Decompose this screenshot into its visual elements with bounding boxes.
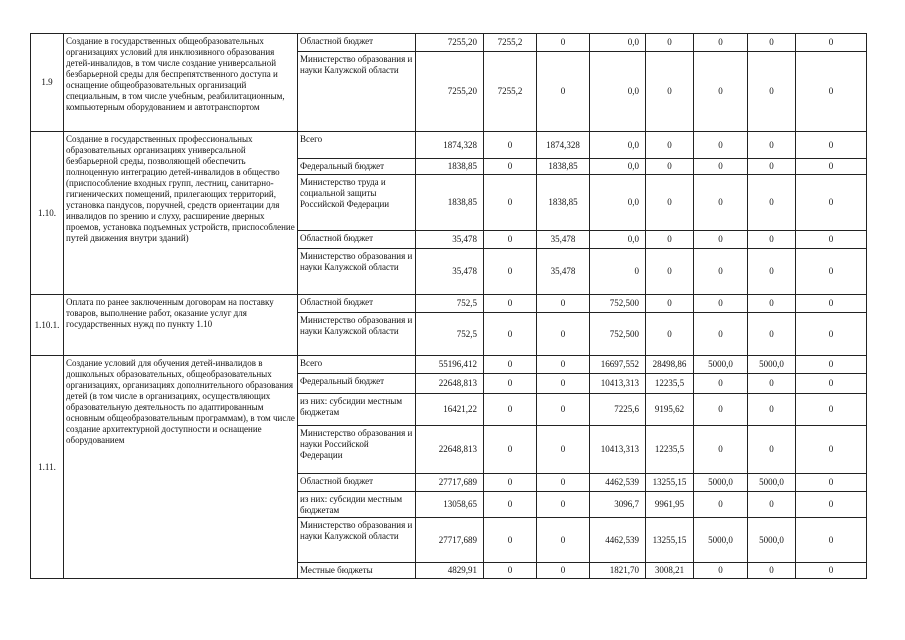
amount-cell: 752,500: [590, 295, 646, 313]
amount-cell: 0: [796, 132, 867, 159]
amount-cell: 0: [537, 492, 590, 518]
funding-source: Министерство образования и науки Калужской области: [298, 249, 416, 295]
amount-cell: 0: [748, 492, 796, 518]
amount-cell: 0: [537, 394, 590, 426]
amount-cell: 0: [646, 313, 694, 356]
amount-cell: 7255,2: [484, 34, 537, 52]
amount-cell: 0: [484, 394, 537, 426]
funding-source: Министерство образования и науки Калужской области: [298, 52, 416, 132]
amount-cell: 0: [537, 356, 590, 374]
amount-cell: 7255,20: [416, 52, 484, 132]
funding-source: Всего: [298, 132, 416, 159]
amount-cell: 0: [484, 563, 537, 579]
table-row: [31, 34, 867, 52]
amount-cell: 4462,539: [590, 518, 646, 563]
item-description: Создание условий для обучения детей-инвалидов в дошкольных образовательных, общеобразовательных организациях, организациях дополнительного образования детей (в том числе в организациях, осуществляющих образовательную деятельность по адаптированным основным общеобразовательным программам), в том числе создание архитектурной доступности и оснащение оборудованием: [64, 356, 298, 579]
amount-cell: 0: [796, 474, 867, 492]
amount-cell: 13255,15: [646, 518, 694, 563]
amount-cell: 0: [484, 159, 537, 175]
amount-cell: 0: [748, 374, 796, 394]
funding-source: Министерство образования и науки Российской Федерации: [298, 426, 416, 474]
item-number: 1.9: [31, 34, 64, 132]
amount-cell: 35,478: [537, 231, 590, 249]
funding-source: Областной бюджет: [298, 34, 416, 52]
amount-cell: 0: [537, 563, 590, 579]
amount-cell: 0: [748, 132, 796, 159]
amount-cell: 0: [646, 295, 694, 313]
amount-cell: 0: [590, 249, 646, 295]
amount-cell: 3008,21: [646, 563, 694, 579]
amount-cell: 1821,70: [590, 563, 646, 579]
amount-cell: 0: [484, 175, 537, 231]
amount-cell: 0: [484, 249, 537, 295]
amount-cell: 0: [748, 394, 796, 426]
amount-cell: 0: [796, 374, 867, 394]
amount-cell: 0: [796, 313, 867, 356]
amount-cell: 5000,0: [748, 518, 796, 563]
amount-cell: 0: [796, 34, 867, 52]
item-description: Оплата по ранее заключенным договорам на поставку товаров, выполнение работ, оказание услуг для государственных нужд по пункту 1.10: [64, 295, 298, 356]
amount-cell: 0: [537, 313, 590, 356]
amount-cell: 0: [646, 231, 694, 249]
amount-cell: 0: [748, 52, 796, 132]
amount-cell: 0: [748, 175, 796, 231]
amount-cell: 0: [748, 249, 796, 295]
amount-cell: 0: [694, 295, 748, 313]
amount-cell: 0: [646, 34, 694, 52]
amount-cell: 0: [694, 426, 748, 474]
amount-cell: 0: [748, 159, 796, 175]
table-row: [31, 295, 867, 313]
amount-cell: 0,0: [590, 132, 646, 159]
amount-cell: 0: [694, 374, 748, 394]
funding-source: Федеральный бюджет: [298, 374, 416, 394]
amount-cell: 0: [484, 313, 537, 356]
amount-cell: 0: [484, 492, 537, 518]
funding-source: Министерство образования и науки Калужской области: [298, 518, 416, 563]
amount-cell: 55196,412: [416, 356, 484, 374]
amount-cell: 5000,0: [748, 356, 796, 374]
amount-cell: 0: [796, 492, 867, 518]
amount-cell: 0: [694, 34, 748, 52]
amount-cell: 0: [646, 132, 694, 159]
amount-cell: 13255,15: [646, 474, 694, 492]
amount-cell: 1838,85: [537, 175, 590, 231]
amount-cell: 0: [537, 374, 590, 394]
amount-cell: 28498,86: [646, 356, 694, 374]
amount-cell: 1874,328: [416, 132, 484, 159]
amount-cell: 4829,91: [416, 563, 484, 579]
amount-cell: 35,478: [416, 231, 484, 249]
budget-table: [30, 33, 867, 579]
amount-cell: 3096,7: [590, 492, 646, 518]
amount-cell: 0: [537, 52, 590, 132]
amount-cell: 5000,0: [694, 356, 748, 374]
amount-cell: 9961,95: [646, 492, 694, 518]
amount-cell: 0: [796, 394, 867, 426]
amount-cell: 9195,62: [646, 394, 694, 426]
amount-cell: 0: [484, 518, 537, 563]
item-number: 1.10.: [31, 132, 64, 295]
item-number: 1.10.1.: [31, 295, 64, 356]
amount-cell: 0: [748, 295, 796, 313]
amount-cell: 22648,813: [416, 426, 484, 474]
amount-cell: 12235,5: [646, 426, 694, 474]
item-number: 1.11.: [31, 356, 64, 579]
amount-cell: 16697,552: [590, 356, 646, 374]
amount-cell: 10413,313: [590, 374, 646, 394]
amount-cell: 1838,85: [537, 159, 590, 175]
amount-cell: 0: [646, 175, 694, 231]
amount-cell: 752,5: [416, 313, 484, 356]
amount-cell: 0: [694, 52, 748, 132]
amount-cell: 0,0: [590, 34, 646, 52]
table-body: [31, 34, 867, 579]
amount-cell: 0: [646, 159, 694, 175]
amount-cell: 0,0: [590, 175, 646, 231]
funding-source: Всего: [298, 356, 416, 374]
amount-cell: 0: [796, 231, 867, 249]
amount-cell: 0: [537, 426, 590, 474]
amount-cell: 0: [694, 563, 748, 579]
table-row: [31, 132, 867, 159]
amount-cell: 0: [484, 231, 537, 249]
funding-source: из них: субсидии местным бюджетам: [298, 492, 416, 518]
amount-cell: 0: [796, 52, 867, 132]
amount-cell: 0,0: [590, 159, 646, 175]
amount-cell: 7255,2: [484, 52, 537, 132]
amount-cell: 27717,689: [416, 518, 484, 563]
amount-cell: 0: [646, 52, 694, 132]
amount-cell: 0: [694, 132, 748, 159]
amount-cell: 27717,689: [416, 474, 484, 492]
amount-cell: 0: [796, 563, 867, 579]
amount-cell: 1838,85: [416, 175, 484, 231]
funding-source: Министерство образования и науки Калужской области: [298, 313, 416, 356]
amount-cell: 0: [748, 563, 796, 579]
amount-cell: 0: [796, 518, 867, 563]
amount-cell: 0: [694, 159, 748, 175]
amount-cell: 0: [748, 426, 796, 474]
amount-cell: 0: [484, 132, 537, 159]
amount-cell: 0: [537, 34, 590, 52]
amount-cell: 16421,22: [416, 394, 484, 426]
amount-cell: 0: [484, 356, 537, 374]
table-row: [31, 356, 867, 374]
item-description: Создание в государственных общеобразовательных организациях условий для инклюзивного образования детей-инвалидов, в том числе создание универсальной безбарьерной среды для беспрепятственного доступа и оснащение общеобразовательных организаций специальным, в том числе учебным, реабилитационным, компьютерным оборудованием и автотранспортом: [64, 34, 298, 132]
amount-cell: 5000,0: [748, 474, 796, 492]
funding-source: Областной бюджет: [298, 231, 416, 249]
amount-cell: 0: [694, 231, 748, 249]
amount-cell: 0: [694, 249, 748, 295]
amount-cell: 0: [484, 474, 537, 492]
amount-cell: 12235,5: [646, 374, 694, 394]
funding-source: Областной бюджет: [298, 295, 416, 313]
amount-cell: 0,0: [590, 52, 646, 132]
amount-cell: 0: [484, 374, 537, 394]
amount-cell: 1838,85: [416, 159, 484, 175]
amount-cell: 0: [748, 313, 796, 356]
amount-cell: 0: [796, 175, 867, 231]
amount-cell: 0: [694, 394, 748, 426]
amount-cell: 4462,539: [590, 474, 646, 492]
funding-source: Министерство труда и социальной защиты Российской Федерации: [298, 175, 416, 231]
amount-cell: 0: [694, 492, 748, 518]
amount-cell: 752,500: [590, 313, 646, 356]
funding-source: Областной бюджет: [298, 474, 416, 492]
amount-cell: 0,0: [590, 231, 646, 249]
amount-cell: 1874,328: [537, 132, 590, 159]
amount-cell: 13058,65: [416, 492, 484, 518]
amount-cell: 752,5: [416, 295, 484, 313]
amount-cell: 0: [796, 249, 867, 295]
amount-cell: 22648,813: [416, 374, 484, 394]
amount-cell: 35,478: [416, 249, 484, 295]
amount-cell: 10413,313: [590, 426, 646, 474]
amount-cell: 7255,20: [416, 34, 484, 52]
amount-cell: 0: [537, 474, 590, 492]
funding-source: Местные бюджеты: [298, 563, 416, 579]
amount-cell: 0: [748, 34, 796, 52]
funding-source: Федеральный бюджет: [298, 159, 416, 175]
amount-cell: 0: [694, 313, 748, 356]
amount-cell: 0: [796, 426, 867, 474]
item-description: Создание в государственных профессиональных образовательных организациях универсальной безбарьерной среды, позволяющей обеспечить полноценную интеграцию детей-инвалидов в общество (приспособление входных групп, лестниц, санитарно-гигиенических помещений, прилегающих территорий, установка пандусов, поручней, средств ориентации для инвалидов по зрению и слуху, расширение дверных проемов, установка подъемных устройств, приспособление путей движения внутри зданий): [64, 132, 298, 295]
amount-cell: 35,478: [537, 249, 590, 295]
amount-cell: 0: [748, 231, 796, 249]
amount-cell: 0: [796, 295, 867, 313]
amount-cell: 0: [484, 295, 537, 313]
amount-cell: 0: [484, 426, 537, 474]
amount-cell: 0: [796, 356, 867, 374]
amount-cell: 0: [796, 159, 867, 175]
funding-source: из них: субсидии местным бюджетам: [298, 394, 416, 426]
amount-cell: 0: [646, 249, 694, 295]
amount-cell: 0: [537, 518, 590, 563]
amount-cell: 5000,0: [694, 474, 748, 492]
amount-cell: 0: [694, 175, 748, 231]
amount-cell: 0: [537, 295, 590, 313]
amount-cell: 7225,6: [590, 394, 646, 426]
amount-cell: 5000,0: [694, 518, 748, 563]
